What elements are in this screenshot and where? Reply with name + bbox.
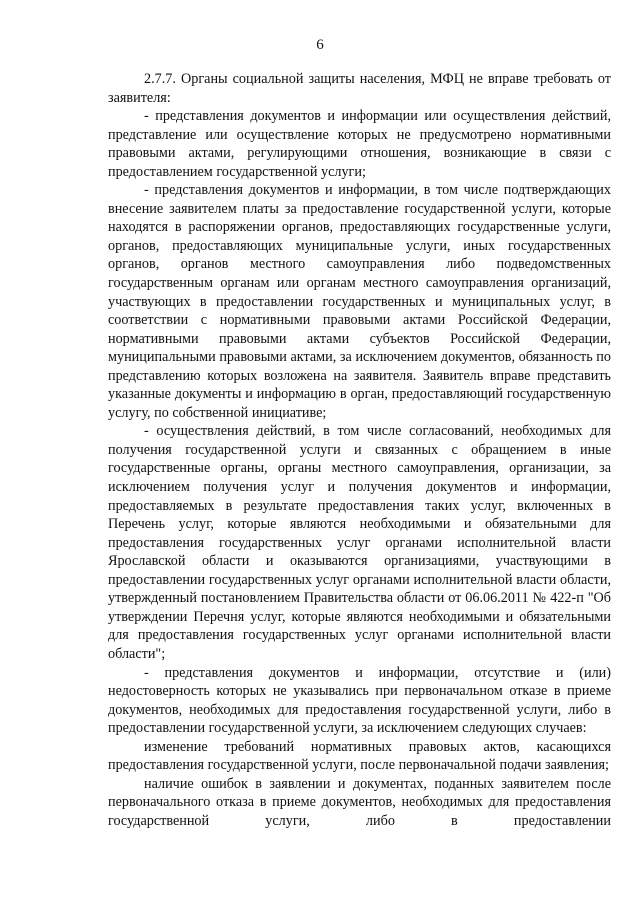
paragraph-case-errors: наличие ошибок в заявлении и документах, поданных заявителем после первоначального отказа в приеме документов, необходимых для предоставления государственной услуги, либо в предоставлении bbox=[108, 775, 611, 829]
paragraph-item-missing-documents: - представления документов и информации, отсутствие и (или) недостоверность которых не указывались при первоначальном отказе в приеме документов, необходимых для предоставления государственной услуги, либо в предоставлении государственной услуги, за исключением следующих случаев: bbox=[108, 664, 611, 737]
paragraph-case-regulation-change: изменение требований нормативных правовых актов, касающихся предоставления государственной услуги, после первоначальной подачи заявления; bbox=[108, 738, 611, 774]
paragraph-2-7-7-intro: 2.7.7. Органы социальной защиты населения, МФЦ не вправе требовать от заявителя: bbox=[108, 71, 611, 106]
paragraph-item-approvals: - осуществления действий, в том числе согласований, необходимых для получения государственной услуги и связанных с обращением в иные государственные органы, органы местного самоуправления, организации, за исключением получения услуг и получения документов и информации, предоставляемых в результате предоставления таких услуг, включенных в Перечень услуг, которые являются необходимыми и обязательными для предоставления государственных услуг органами исполнительной власти Ярославской области и оказываются организациями, участвующими в предоставлении государственных услуг органами исполнительной власти области, утвержденный постановлением Правительства области от 06.06.2011 № 422-п "Об утверждении Перечня услуг, которые являются необходимыми и обязательными для предоставления государственных услуг органами исполнительной власти области"; bbox=[108, 423, 611, 662]
paragraph-item-documents: - представления документов и информации, в том числе подтверждающих внесение заявителем платы за предоставление государственной услуги, которые находятся в распоряжении органов, предоставляющих государственные услуги, органов, предоставляющих муниципальные услуги, иных государственных органов, органов местного самоуправления либо подведомственных государственным органам или органам местного самоуправления организаций, участвующих в предоставлении государственных и муниципальных услуг, в соответствии с нормативными правовыми актами Российской Федерации, нормативными правовыми актами субъектов Российской Федерации, муниципальными правовыми актами, за исключением документов, обязанность по представлению которых возложена на заявителя. Заявитель вправе представить указанные документы и информацию в орган, предоставляющий государственную услугу, по собственной инициативе; bbox=[108, 182, 611, 421]
page-number: 6 bbox=[316, 37, 324, 53]
paragraph-item-actions: - представления документов и информации или осуществления действий, представление или осуществление которых не предусмотрено нормативными правовыми актами, регулирующими отношения, возникающие в связи с предоставлением государственной услуги; bbox=[108, 108, 611, 180]
document-body bbox=[108, 70, 611, 830]
